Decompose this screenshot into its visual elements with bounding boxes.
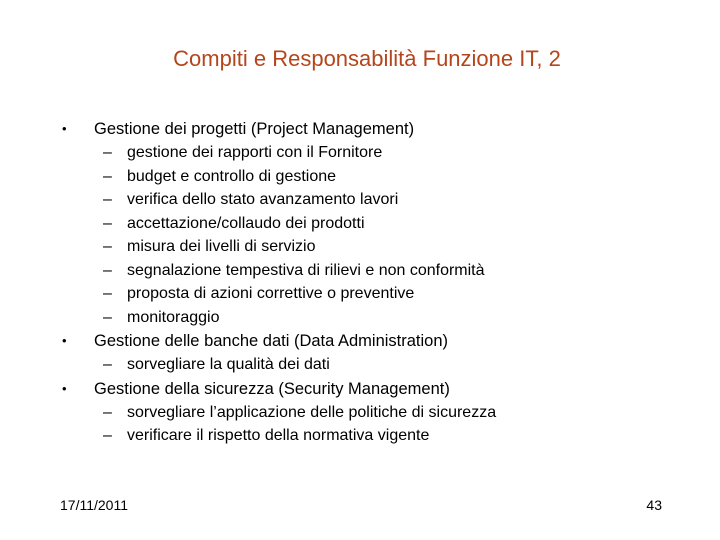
dash-icon: – (103, 308, 112, 326)
slide-title: Compiti e Responsabilità Funzione IT, 2 (173, 46, 561, 71)
dash-icon: – (103, 261, 112, 279)
sub-item (60, 259, 700, 283)
sub-item-text: misura dei livelli di servizio (127, 238, 316, 255)
sub-item-text: gestione dei rapporti con il Fornitore (127, 144, 383, 161)
sub-item (60, 282, 700, 306)
bullet-icon: • (62, 121, 67, 136)
bullet-text: Gestione dei progetti (Project Management) (94, 120, 415, 138)
dash-icon: – (103, 403, 112, 421)
footer-date: 17/11/2011 (60, 497, 128, 513)
sub-item (60, 424, 700, 448)
sub-item (60, 306, 700, 330)
dash-icon: – (103, 356, 112, 373)
sub-item-text: monitoraggio (127, 308, 220, 326)
page-number: 43 (646, 497, 662, 513)
sub-item (60, 165, 700, 189)
bullet-icon: • (62, 333, 67, 348)
sub-item (60, 141, 700, 165)
dash-icon: – (103, 285, 112, 302)
sub-item-text: accettazione/collaudo dei prodotti (127, 214, 365, 232)
sub-item-text: sorvegliare la qualità dei dati (127, 356, 330, 373)
bullet-text: Gestione della sicurezza (Security Management) (94, 379, 450, 398)
dash-icon: – (103, 167, 112, 185)
dash-icon: – (103, 191, 112, 208)
bullet-text: Gestione delle banche dati (Data Administration) (94, 332, 449, 350)
sub-item (60, 212, 700, 236)
sub-item (60, 188, 700, 212)
sub-item-text: sorvegliare l’applicazione delle politiche di sicurezza (127, 403, 497, 421)
bullet-list (60, 117, 700, 448)
dash-icon: – (103, 427, 112, 444)
bullet-item-project-management (60, 117, 700, 141)
sub-item-text: verifica dello stato avanzamento lavori (127, 191, 399, 208)
bullet-item-security-management (60, 377, 700, 401)
sub-item (60, 353, 700, 377)
sub-item-text: budget e controllo di gestione (127, 167, 337, 185)
sub-item-text: proposta di azioni correttive o preventive (127, 285, 415, 302)
dash-icon: – (103, 238, 112, 255)
sub-item (60, 235, 700, 259)
bullet-icon: • (62, 380, 67, 396)
sub-item (60, 401, 700, 425)
bullet-item-data-administration (60, 329, 700, 353)
dash-icon: – (103, 214, 112, 232)
sub-item-text: verificare il rispetto della normativa vigente (127, 427, 430, 444)
sub-item-text: segnalazione tempestiva di rilievi e non conformità (127, 261, 485, 279)
dash-icon: – (103, 144, 112, 161)
